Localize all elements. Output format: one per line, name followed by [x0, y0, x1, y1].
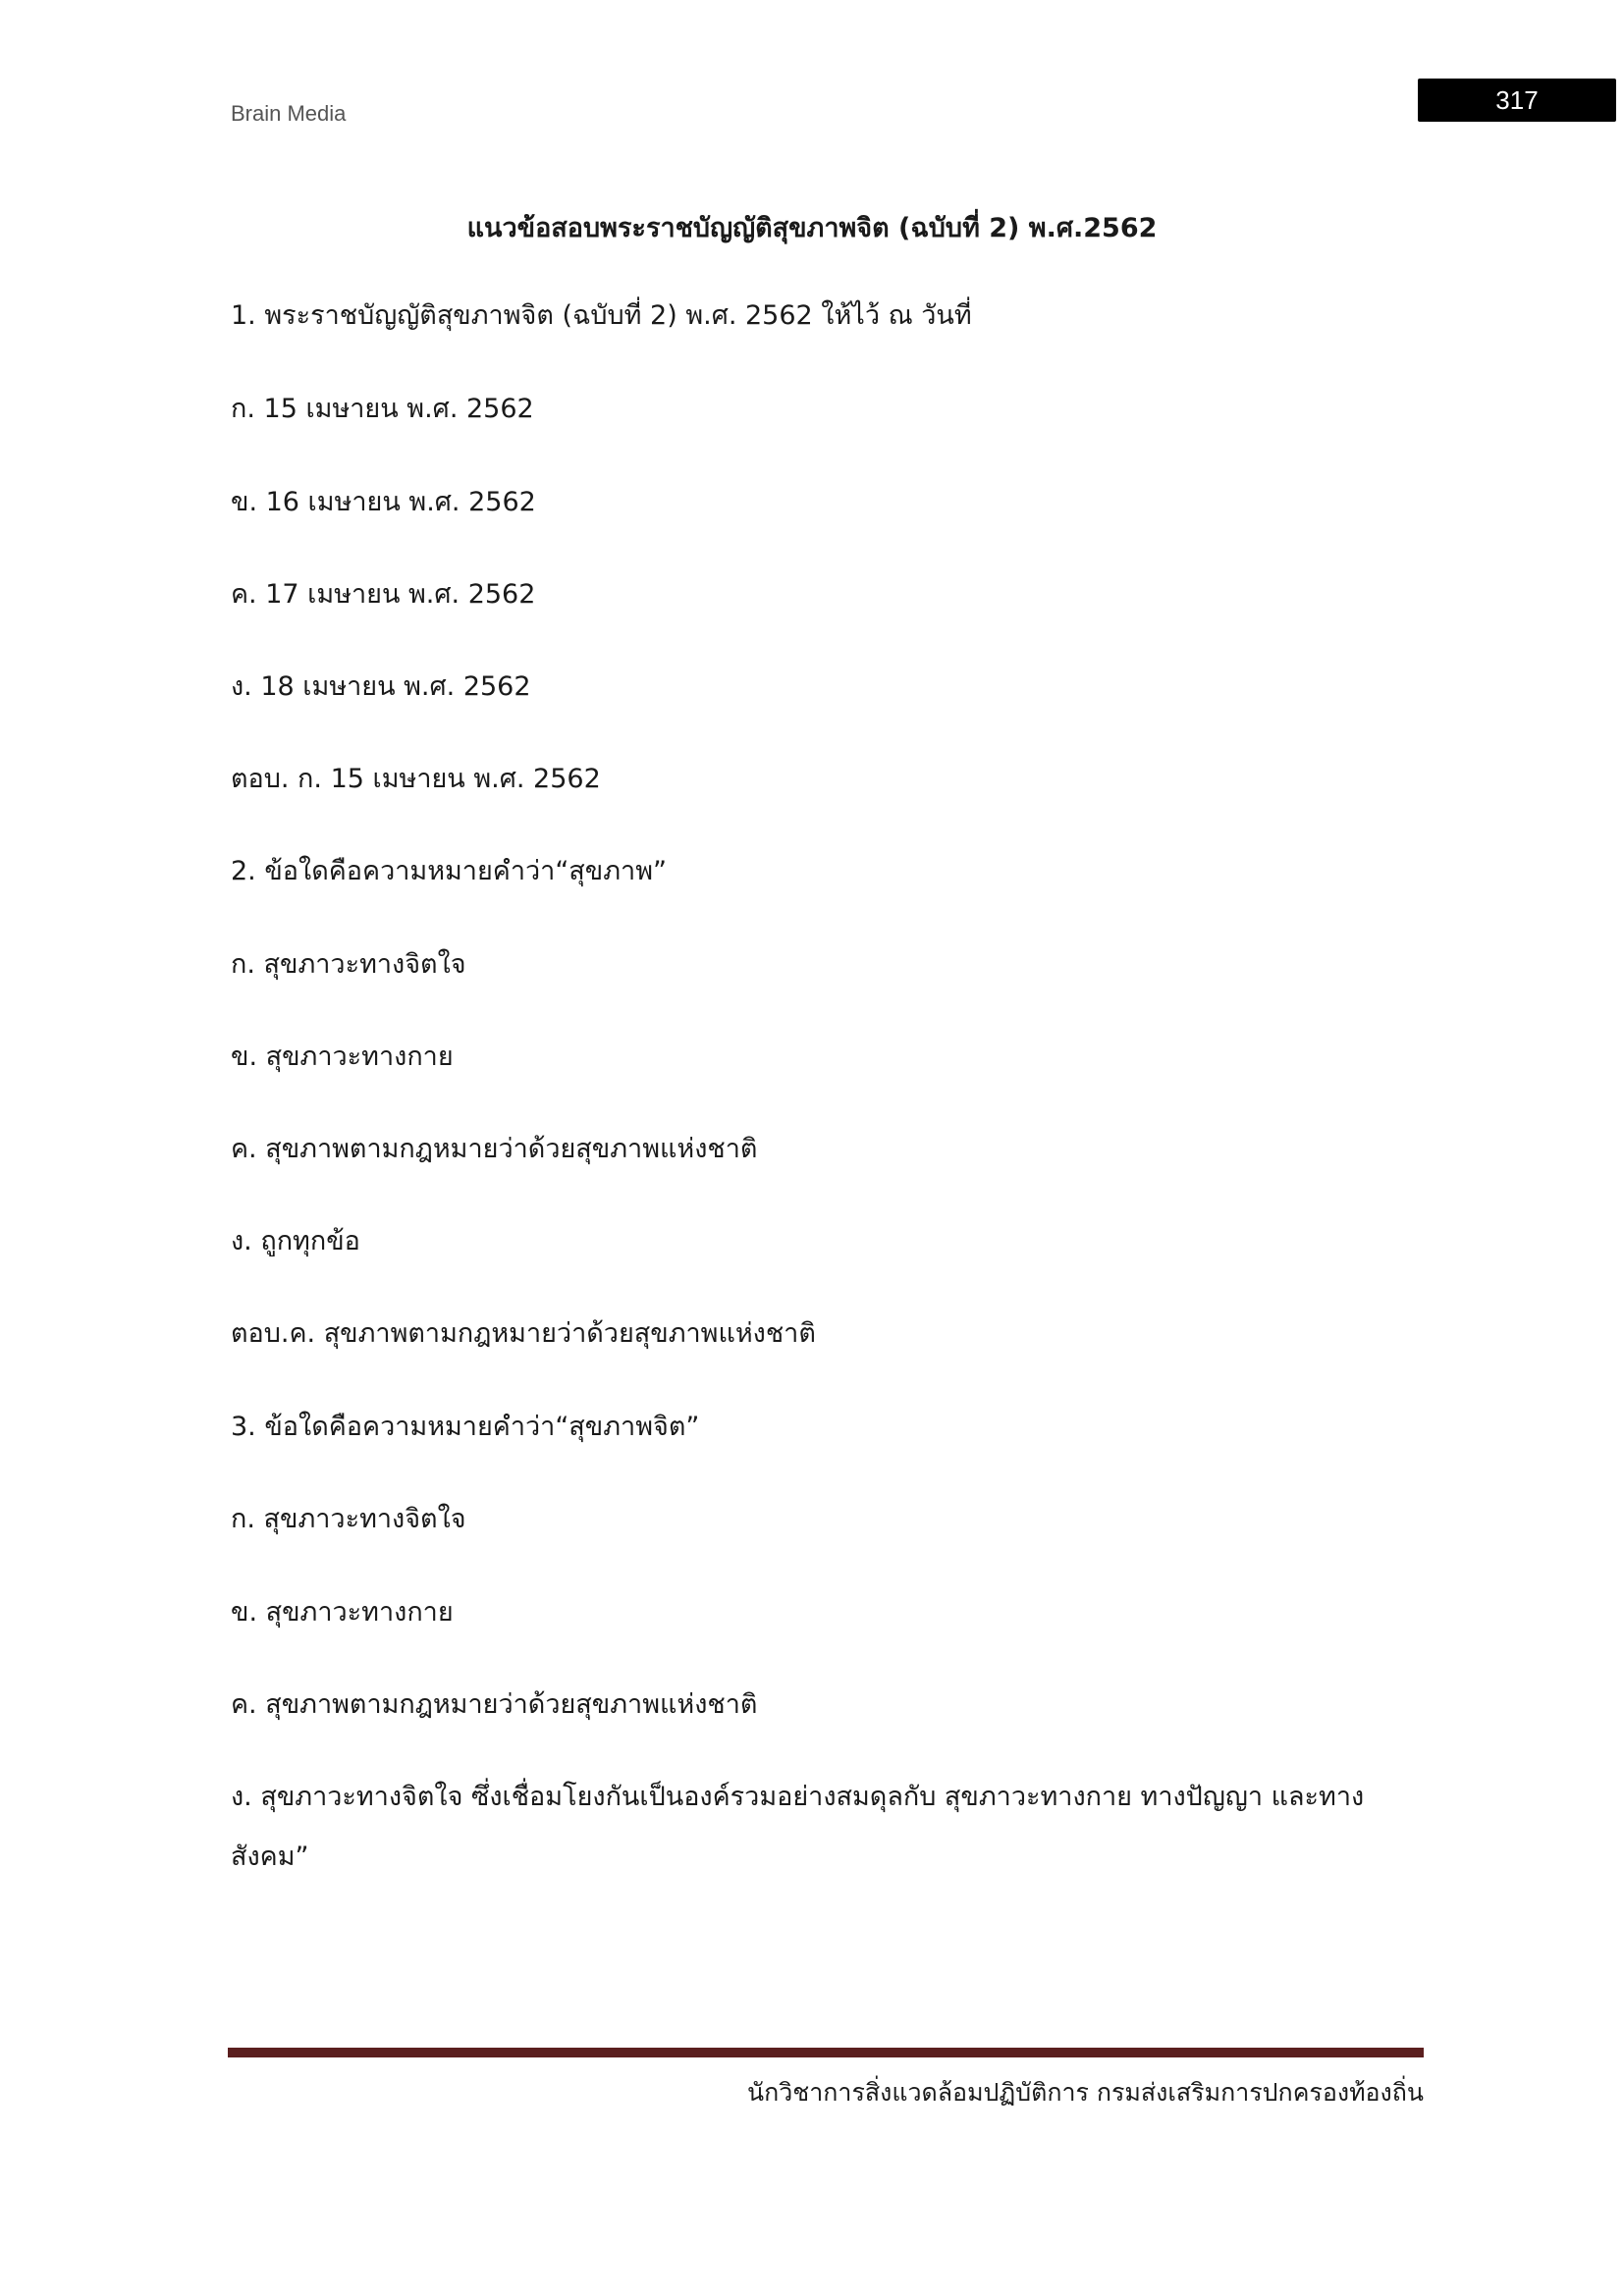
choice-1b: ข. 16 เมษายน พ.ศ. 2562 [231, 487, 536, 517]
choice-1d: ง. 18 เมษายน พ.ศ. 2562 [231, 671, 531, 702]
choice-3d: ง. สุขภาวะทางจิตใจ ซึ่งเชื่อมโยงกันเป็นองค์รวมอย่างสมดุลกับ สุขภาวะทางกาย ทางปัญญา และทาง [231, 1782, 1365, 1812]
choice-3b: ข. สุขภาวะทางกาย [231, 1597, 454, 1628]
question-1: 1. พระราชบัญญัติสุขภาพจิต (ฉบับที่ 2) พ.ศ. 2562 ให้ไว้ ณ วันที่ [231, 300, 972, 331]
footer-text: นักวิชาการสิ่งแวดล้อมปฏิบัติการ กรมส่งเสริมการปกครองท้องถิ่น [747, 2078, 1424, 2107]
choice-2a: ก. สุขภาวะทางจิตใจ [231, 949, 466, 980]
choice-3c: ค. สุขภาพตามกฎหมายว่าด้วยสุขภาพแห่งชาติ [231, 1689, 758, 1720]
choice-2c: ค. สุขภาพตามกฎหมายว่าด้วยสุขภาพแห่งชาติ [231, 1134, 758, 1164]
answer-1: ตอบ. ก. 15 เมษายน พ.ศ. 2562 [231, 764, 601, 794]
choice-2b: ข. สุขภาวะทางกาย [231, 1041, 454, 1072]
footer-divider [228, 2048, 1424, 2057]
choice-1c: ค. 17 เมษายน พ.ศ. 2562 [231, 579, 536, 610]
choice-3d-continued: สังคม” [231, 1842, 309, 1872]
brand-header: Brain Media [231, 101, 347, 126]
page-number-badge: 317 [1418, 79, 1616, 122]
question-3: 3. ข้อใดคือความหมายคำว่า“สุขภาพจิต” [231, 1412, 700, 1442]
choice-2d: ง. ถูกทุกข้อ [231, 1226, 360, 1256]
answer-2: ตอบ.ค. สุขภาพตามกฎหมายว่าด้วยสุขภาพแห่งชาติ [231, 1318, 816, 1349]
choice-1a: ก. 15 เมษายน พ.ศ. 2562 [231, 394, 534, 424]
question-2: 2. ข้อใดคือความหมายคำว่า“สุขภาพ” [231, 856, 667, 886]
choice-3a: ก. สุขภาวะทางจิตใจ [231, 1504, 466, 1534]
document-title: แนวข้อสอบพระราชบัญญัติสุขภาพจิต (ฉบับที่ 2) พ.ศ.2562 [466, 213, 1158, 243]
